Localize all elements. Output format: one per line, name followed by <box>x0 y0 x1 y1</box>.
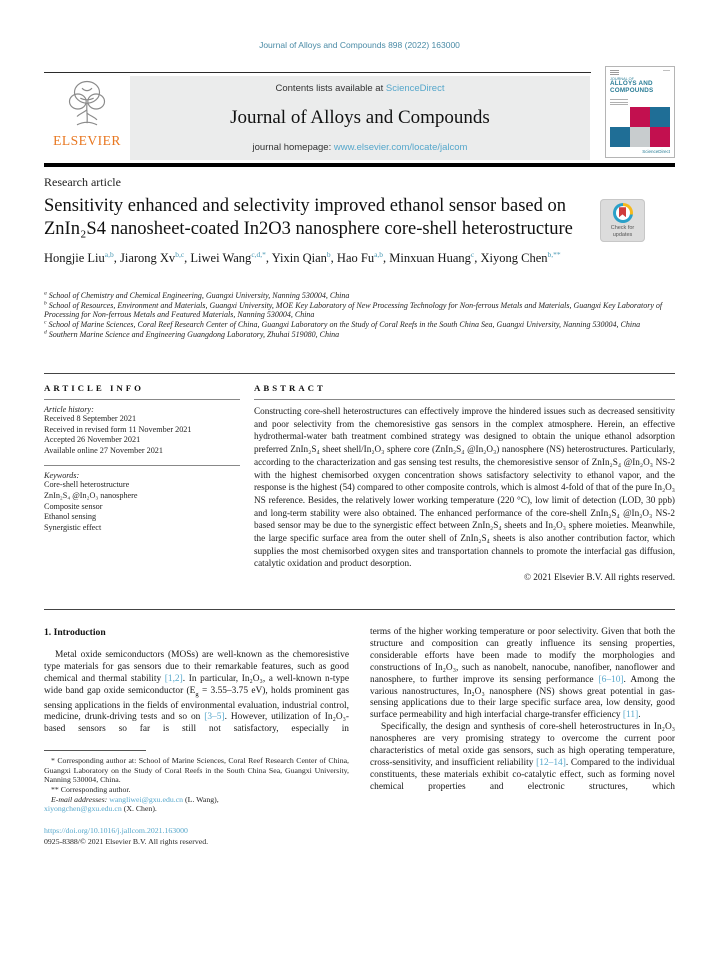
masthead-center-panel <box>130 76 590 160</box>
journal-masthead <box>44 76 675 160</box>
abstract-column <box>254 383 675 582</box>
doi-link[interactable]: https://doi.org/10.1016/j.jallcom.2021.163000 <box>44 825 188 835</box>
issn-copyright-line: 0925-8388/© 2021 Elsevier B.V. All rights reserved. <box>44 836 209 846</box>
keywords-block <box>44 465 240 533</box>
cover-subtitle-lines <box>610 99 628 107</box>
cover-meta-line-right <box>663 70 670 71</box>
homepage-line-prefix: journal homepage: <box>252 142 334 153</box>
article-info-column <box>44 383 240 582</box>
contents-line-prefix: Contents lists available at <box>275 83 386 94</box>
footnote-emails-line2: xiyongchen@gxu.edu.cn (X. Chen). <box>44 804 157 814</box>
cover-title-line3: COMPOUNDS <box>610 86 654 94</box>
footnote-emails-line1: E-mail addresses: wangliwei@gxu.edu.cn (L. Wang), <box>51 794 219 804</box>
running-head-citation: Journal of Alloys and Compounds 898 (2022) 163000 <box>259 40 460 50</box>
cover-meta-lines <box>610 70 619 76</box>
cover-title-line2: ALLOYS AND <box>610 79 653 87</box>
footnote-corresponding-2: ** Corresponding author. <box>51 785 131 794</box>
journal-title: Journal of Alloys and Compounds <box>230 107 490 128</box>
journal-cover-thumbnail[interactable] <box>605 66 675 158</box>
article-history-list: Received 8 September 2021 Received in revised form 11 November 2021 Accepted 26 November 2021 Available online 27 November 2021 <box>44 414 192 455</box>
body-columns <box>44 627 675 846</box>
keywords-label: Keywords: <box>44 471 80 481</box>
article-info-header: ARTICLE INFO <box>44 383 144 393</box>
crossmark-icon <box>613 203 633 223</box>
check-for-updates-badge[interactable] <box>600 199 645 242</box>
author-list: Hongjie Liu$^{a,b}$, Jiarong Xv$^{b,c}$, Liwei Wang$^{c,d,*}$, Yixin Qian$^b$, Hao Fu$^{a,b}$, Minxuan Huang$^c$, Xiyong Chen$^{b,**}$ <box>44 249 561 265</box>
keywords-list: Core-shell heterostructure ZnIn₂S₄ @In₂O₃ nanosphere Composite sensor Ethanol sensing Synergistic effect <box>44 480 138 532</box>
abstract-text: Constructing core-shell heterostructures can effectively improve the hindered issues such as decreased sensitivity and poor selectivity from the chemoresistive gas sensors in the complex atmosphere. Herein, an effective hydrothermal-water bath treatment combined strategy was designed to obtain the unique ethanol adsorption preferred ZnIn₂S₄ sheet shell/In₂O₃ sphere core (ZnIn₂S₄ @In₂O₃) nanosphere (NS) heterostructures. Particularly, according to the characterization and gas sensing test results, the chemoresistive sensor of ZnIn₂S₄ @In₂O₃ NS-2 with the highest chemisorbed oxygen concentration shows satisfactory selectivity to ethanol vapor, and the response is the highest (54) compared to other composite controls, which is almost 4-fold of that of the pure In₂O₃ NS reference. Besides, the relatively lower working temperature (220 °C), low limit of detection (LOD, 30 ppb) and long-term stability were also obtained. The enhanced performance of the core-shell ZnIn₂S₄ @In₂O₃ NS-2 based sensor may be due to the synergistic effect between ZnIn₂S₄ sheets and In₂O₃ sphere moieties. Meanwhile, the large specific surface area from the outer shell of ZnIn₂S₄ sheets is also another contribution factor, which supplies the most chemisorbed oxygen sites and transportation channels to promote the interfacial gas diffusion, catalytic oxidation and product desorption. <box>254 406 675 569</box>
section-1-heading: 1. Introduction <box>44 627 106 638</box>
info-top-rule <box>44 373 675 374</box>
body-right-column <box>370 627 675 846</box>
intro-paragraph-3: Specifically, the design and synthesis of core-shell heterostructures in In₂O₃ nanospheres are very promising strategy to overcome the current poor characteristics of metal oxide gas sensors, such as high operating temperature, cross-sensitivity, and insufficient reliability [12–14]. Compared to the individual constituents, these materials exhibit co-catalytic effect, such as forming novel chemical properties and electronic structures, which <box>370 722 675 792</box>
header-top-rule <box>44 72 591 73</box>
header-bottom-rule <box>44 163 675 167</box>
footnote-rule <box>44 750 146 751</box>
article-info-rule <box>44 399 240 400</box>
elsevier-logo[interactable] <box>44 76 130 160</box>
article-title: Sensitivity enhanced and selectivity improved ethanol sensor based on ZnIn₂S4 nanosheet-coated In2O3 nanosphere core-shell heterostructure <box>44 196 573 239</box>
footnote-corresponding-1: * Corresponding author at: School of Marine Sciences, Coral Reef Research Center of China, Guangxi Laboratory on the Study of Coral Reefs in the South China Sea, Guangxi University, Nanning 530004, China. <box>44 756 349 785</box>
cover-squares-grid <box>610 107 670 147</box>
intro-paragraph-1: Metal oxide semiconductors (MOSs) are well-known as the chemoresistive type materials for gas sensors due to their remarkable features, such as good chemical and thermal stability [1,2]. In particular, In₂O₃, a well-known n-type wide band gap oxide semiconductor ($E_g = 3.55-3.75$ eV), holds prominent gas sensing applications in the fields of environmental evaluation, industrial control, medicine, drunk-driving tests and so on [3–5]. However, utilization of In₂O₃-based sensors so far is still not satisfactory, especially in <box>44 650 349 735</box>
cover-title-line1: JOURNAL OF <box>610 77 634 81</box>
abstract-bottom-rule <box>44 609 675 610</box>
homepage-line <box>253 142 468 153</box>
badge-text: Check for updates <box>610 225 635 238</box>
article-type-label: Research article <box>44 175 121 189</box>
info-abstract-block <box>44 383 675 582</box>
journal-homepage-link[interactable]: www.elsevier.com/locate/jalcom <box>333 142 468 153</box>
contents-line <box>276 83 445 94</box>
elsevier-wordmark: ELSEVIER <box>53 133 121 148</box>
sciencedirect-link[interactable]: ScienceDirect <box>385 83 445 94</box>
cover-sciencedirect-label: ScienceDirect <box>642 149 670 154</box>
elsevier-tree-icon <box>62 76 112 132</box>
abstract-header: ABSTRACT <box>254 383 326 393</box>
affiliations: $^a$ School of Chemistry and Chemical Engineering, Guangxi University, Nanning 530004, China $^b$ School of Resources, Environment and Materials, Guangxi University, MOE Key Laboratory of New Processing Technology for Non-ferrous Metals and Materials, Guangxi Key Laboratory of Processing for Non-ferrous Metals and Featured Materials, Nanning 530004, China $^c$ School of Marine Sciences, Coral Reef Research Center of China, Guangxi Laboratory on the Study of Coral Reefs in the South China Sea, Guangxi University, Nanning 530004, China $^d$ Southern Marine Science and Engineering Guangdong Laboratory, Zhuhai 519080, China <box>44 290 663 339</box>
intro-paragraph-2: terms of the higher working temperature or poor selectivity. Given that both the structure and composition can greatly influence its sensing properties, considerable efforts have been made to modify the morphologies and constructions of In₂O₃, such as nanobelt, nanocube, nanofiber, nanoflower and nanosphere, to further improve its sensing performance [6–10]. Among the various nanostructures, In₂O₃ nanosphere (NS) shows great potential in gas-sensing applications due to their large specific surface area, low density, good surface permeability and high interfacial charge-transfer efficiency [11]. <box>370 627 675 721</box>
body-left-column <box>44 627 349 846</box>
article-history-label: Article history: <box>44 405 94 414</box>
abstract-rule <box>254 399 675 400</box>
cover-title <box>610 77 653 94</box>
abstract-copyright: © 2021 Elsevier B.V. All rights reserved. <box>524 572 675 583</box>
bottom-links <box>44 826 349 846</box>
